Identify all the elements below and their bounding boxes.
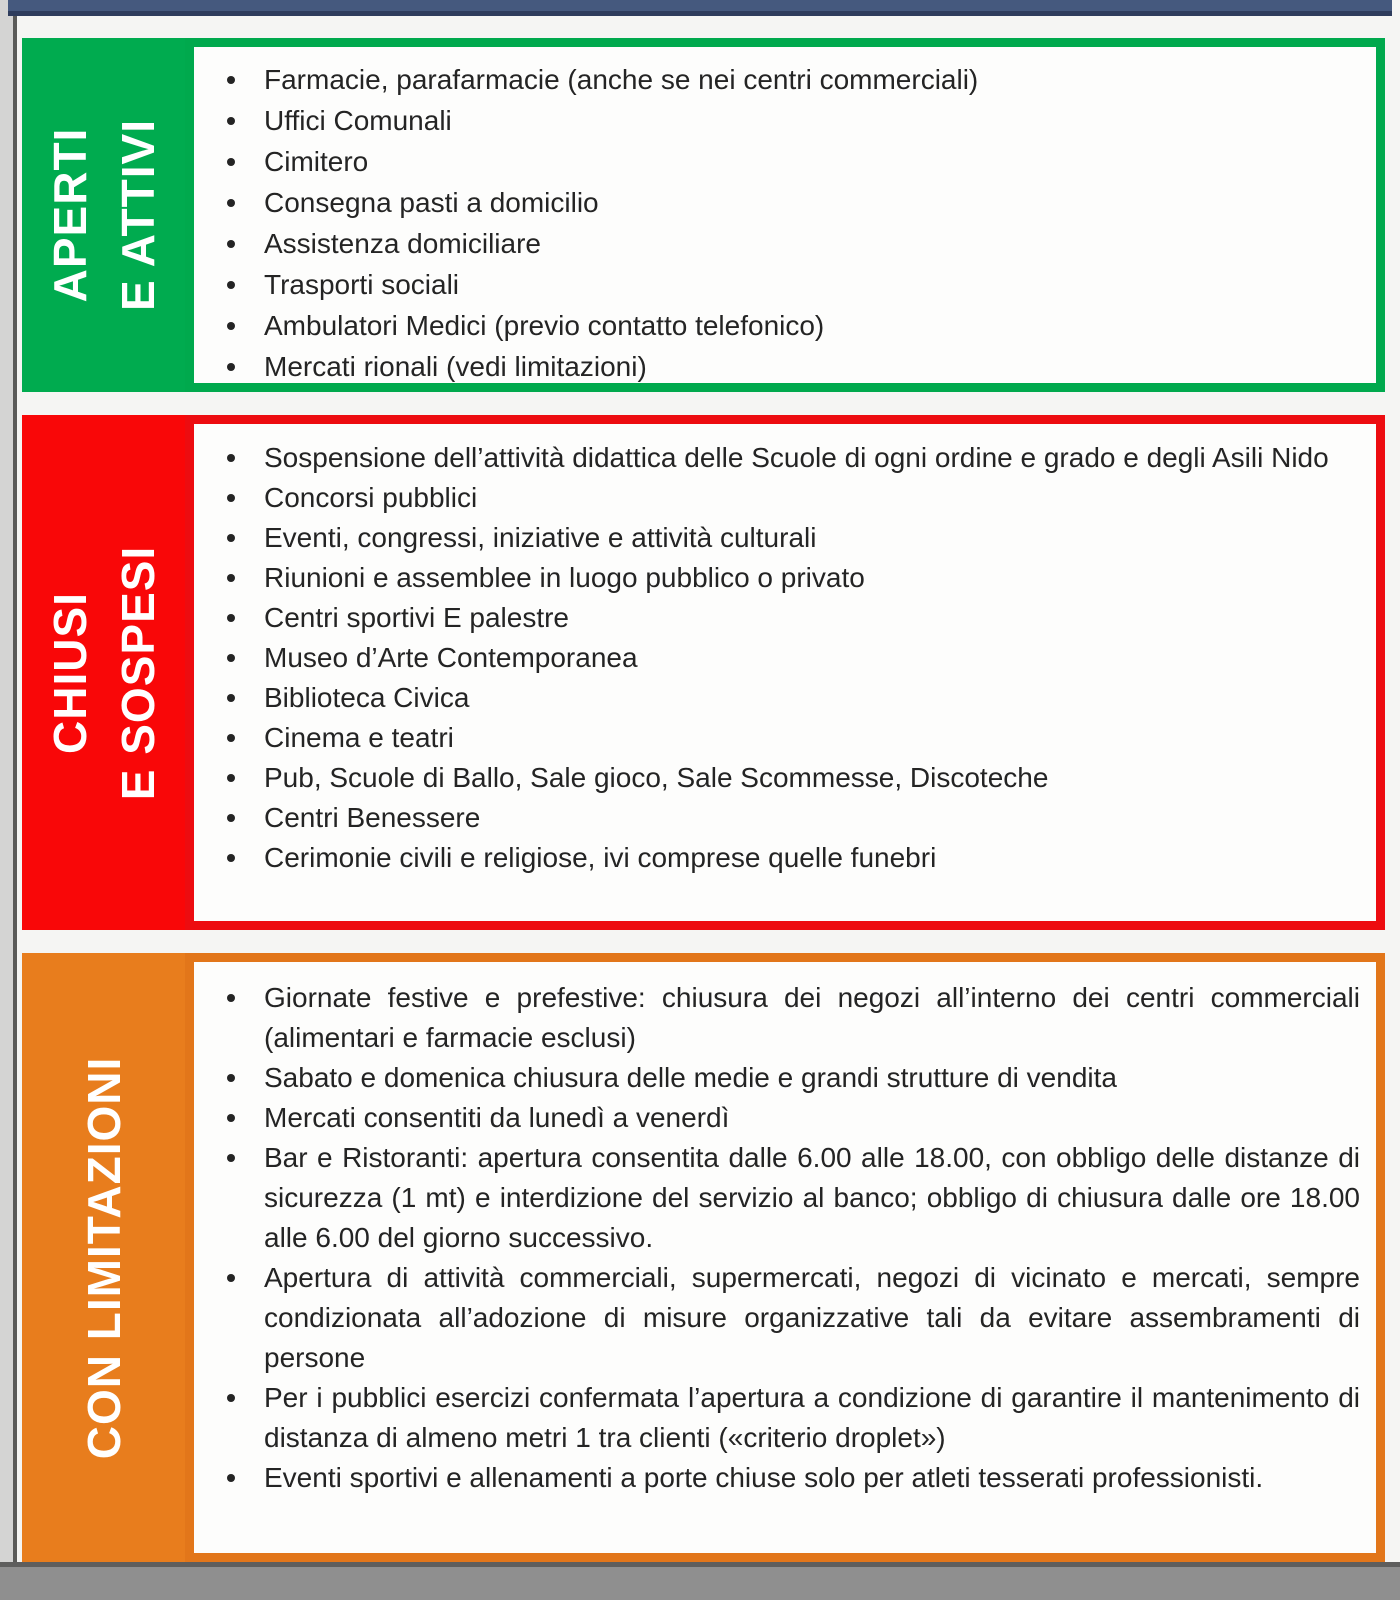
list-item: Giornate festive e prefestive: chiusura dei negozi all’interno dei centri commerciali (alimentari e farmacie esclusi) xyxy=(194,978,1360,1058)
label-line: E SOSPESI xyxy=(111,545,164,800)
section-con-limitazioni xyxy=(22,953,1385,1562)
list-item: Sospensione dell’attività didattica delle Scuole di ogni ordine e grado e degli Asili Nido xyxy=(194,438,1330,478)
list-item: Cimitero xyxy=(194,141,1330,182)
left-edge-strip xyxy=(0,0,17,1600)
list-item: Concorsi pubblici xyxy=(194,478,1330,518)
list-item: Ambulatori Medici (previo contatto telefonico) xyxy=(194,305,1330,346)
list-item: Pub, Scuole di Ballo, Sale gioco, Sale Scommesse, Discoteche xyxy=(194,758,1330,798)
list-item: Apertura di attività commerciali, supermercati, negozi di vicinato e mercati, sempre condizionata all’adozione di misure organizzative tali da evitare assembramenti di persone xyxy=(194,1258,1360,1378)
list-item: Eventi sportivi e allenamenti a porte chiuse solo per atleti tesserati professionisti. xyxy=(194,1458,1360,1498)
chiusi-label-panel xyxy=(22,415,185,930)
chiusi-content xyxy=(185,415,1385,930)
list-item: Centri Benessere xyxy=(194,798,1330,838)
list-item: Riunioni e assemblee in luogo pubblico o privato xyxy=(194,558,1330,598)
label-line: E ATTIVI xyxy=(111,119,164,311)
list-item: Museo d’Arte Contemporanea xyxy=(194,638,1330,678)
label-line: CHIUSI xyxy=(43,591,96,754)
list-item: Farmacie, parafarmacie (anche se nei centri commerciali) xyxy=(194,59,1330,100)
list-item: Mercati consentiti da lunedì a venerdì xyxy=(194,1098,1360,1138)
list-item: Biblioteca Civica xyxy=(194,678,1330,718)
list-item: Uffici Comunali xyxy=(194,100,1330,141)
chiusi-list xyxy=(194,424,1376,878)
list-item: Bar e Ristoranti: apertura consentita dalle 6.00 alle 18.00, con obbligo delle distanze di sicurezza (1 mt) e interdizione del servizio al banco; obbligo di chiusura dalle ore 18.00 alle 6.00 del giorno successivo. xyxy=(194,1138,1360,1258)
limitazioni-content xyxy=(185,953,1385,1562)
limitazioni-label xyxy=(70,1056,138,1459)
list-item: Cerimonie civili e religiose, ivi comprese quelle funebri xyxy=(194,838,1330,878)
limitazioni-list xyxy=(194,962,1376,1498)
aperti-content xyxy=(185,38,1385,392)
chiusi-label xyxy=(36,545,172,799)
top-navy-bar xyxy=(8,0,1392,16)
aperti-list xyxy=(194,47,1376,387)
aperti-label xyxy=(36,119,172,311)
list-item: Trasporti sociali xyxy=(194,264,1330,305)
label-line: CON LIMITAZIONI xyxy=(77,1056,130,1459)
list-item: Sabato e domenica chiusura delle medie e grandi strutture di vendita xyxy=(194,1058,1360,1098)
bottom-gray-bar xyxy=(0,1562,1400,1600)
limitazioni-label-panel xyxy=(22,953,185,1562)
list-item: Per i pubblici esercizi confermata l’apertura a condizione di garantire il mantenimento di distanza di almeno metri 1 tra clienti («criterio droplet») xyxy=(194,1378,1360,1458)
list-item: Assistenza domiciliare xyxy=(194,223,1330,264)
list-item: Mercati rionali (vedi limitazioni) xyxy=(194,346,1330,387)
section-aperti-e-attivi xyxy=(22,38,1385,392)
section-chiusi-e-sospesi xyxy=(22,415,1385,930)
label-line: APERTI xyxy=(43,127,96,303)
list-item: Centri sportivi E palestre xyxy=(194,598,1330,638)
list-item: Eventi, congressi, iniziative e attività culturali xyxy=(194,518,1330,558)
aperti-label-panel xyxy=(22,38,185,392)
list-item: Consegna pasti a domicilio xyxy=(194,182,1330,223)
list-item: Cinema e teatri xyxy=(194,718,1330,758)
